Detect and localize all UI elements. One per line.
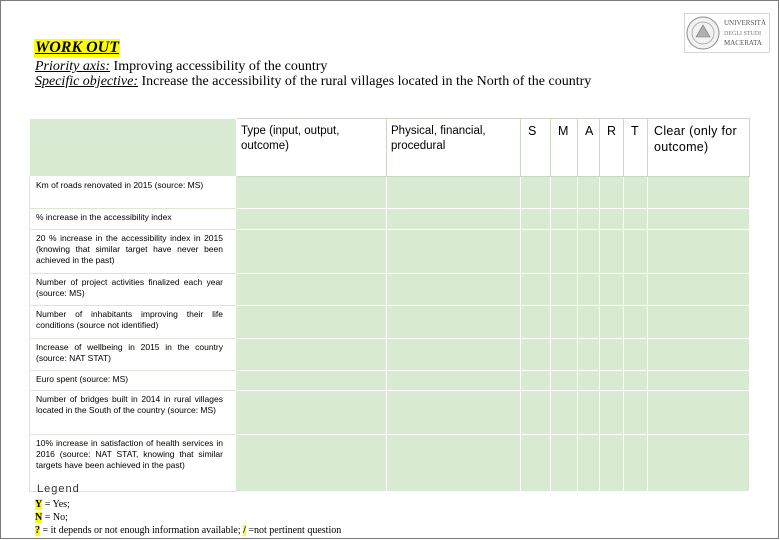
logo-line-1: UNIVERSITÀ <box>724 19 766 27</box>
specific-objective-line <box>35 74 675 89</box>
s-cell[interactable] <box>521 371 551 391</box>
table-row <box>30 230 750 274</box>
indicator-cell: Number of project activities finalized each year (source: MS) <box>30 274 237 306</box>
s-cell[interactable] <box>521 306 551 339</box>
t-cell[interactable] <box>624 177 648 209</box>
m-cell[interactable] <box>551 306 578 339</box>
clear-cell[interactable] <box>648 177 750 209</box>
r-cell[interactable] <box>600 306 624 339</box>
indicator-cell: 10% increase in satisfaction of health services in 2016 (source: NAT STAT, knowing that similar targets have been achieved in the past) <box>30 435 237 492</box>
logo-line-2: DEGLI STUDI <box>724 31 762 37</box>
a-cell[interactable] <box>578 177 600 209</box>
s-cell[interactable] <box>521 339 551 371</box>
m-cell[interactable] <box>551 435 578 492</box>
legend-no-key: N <box>35 512 43 523</box>
university-logo <box>684 13 770 53</box>
a-cell[interactable] <box>578 339 600 371</box>
table-row <box>30 371 750 391</box>
table-row <box>30 177 750 209</box>
clear-cell[interactable] <box>648 339 750 371</box>
t-cell[interactable] <box>624 391 648 435</box>
legend-slash-text: =not pertinent question <box>245 525 342 536</box>
table-row <box>30 391 750 435</box>
indicator-cell: Euro spent (source: MS) <box>30 371 237 391</box>
r-cell[interactable] <box>600 274 624 306</box>
table-row <box>30 435 750 492</box>
type-cell[interactable] <box>237 391 387 435</box>
legend-question-key: ? <box>35 525 40 536</box>
legend-yes <box>35 498 341 511</box>
m-cell[interactable] <box>551 230 578 274</box>
table-row <box>30 306 750 339</box>
nature-cell[interactable] <box>387 230 521 274</box>
m-cell[interactable] <box>551 177 578 209</box>
m-cell[interactable] <box>551 274 578 306</box>
indicator-evaluation-table <box>29 118 750 492</box>
header-a: A <box>578 119 600 177</box>
t-cell[interactable] <box>624 306 648 339</box>
t-cell[interactable] <box>624 209 648 230</box>
specific-objective-text: Increase the accessibility of the rural villages located in the North of the country <box>138 74 592 89</box>
s-cell[interactable] <box>521 209 551 230</box>
type-cell[interactable] <box>237 339 387 371</box>
indicator-cell: Number of inhabitants improving their life conditions (source not identified) <box>30 306 237 339</box>
clear-cell[interactable] <box>648 371 750 391</box>
s-cell[interactable] <box>521 435 551 492</box>
table-row <box>30 274 750 306</box>
a-cell[interactable] <box>578 435 600 492</box>
clear-cell[interactable] <box>648 435 750 492</box>
r-cell[interactable] <box>600 177 624 209</box>
table-row <box>30 339 750 371</box>
a-cell[interactable] <box>578 306 600 339</box>
nature-cell[interactable] <box>387 306 521 339</box>
s-cell[interactable] <box>521 274 551 306</box>
legend-question-text: = it depends or not enough information available; <box>40 525 244 536</box>
legend-yes-key: Y <box>35 499 43 510</box>
type-cell[interactable] <box>237 371 387 391</box>
legend-no-text: = No; <box>42 512 68 523</box>
slide-title: WORK OUT <box>35 39 120 56</box>
table-row <box>30 209 750 230</box>
header-corner-cell <box>30 119 237 177</box>
a-cell[interactable] <box>578 209 600 230</box>
s-cell[interactable] <box>521 230 551 274</box>
header-s: S <box>521 119 551 177</box>
header-type: Type (input, output, outcome) <box>237 119 387 177</box>
header-t: T <box>624 119 648 177</box>
a-cell[interactable] <box>578 274 600 306</box>
clear-cell[interactable] <box>648 209 750 230</box>
priority-axis-line <box>35 59 675 74</box>
t-cell[interactable] <box>624 339 648 371</box>
header-nature: Physical, financial, procedural <box>387 119 521 177</box>
nature-cell[interactable] <box>387 435 521 492</box>
specific-objective-label: Specific objective: <box>35 74 138 89</box>
r-cell[interactable] <box>600 230 624 274</box>
nature-cell[interactable] <box>387 177 521 209</box>
m-cell[interactable] <box>551 371 578 391</box>
t-cell[interactable] <box>624 274 648 306</box>
a-cell[interactable] <box>578 391 600 435</box>
type-cell[interactable] <box>237 177 387 209</box>
priority-axis-label: Priority axis: <box>35 59 111 74</box>
clear-cell[interactable] <box>648 274 750 306</box>
indicator-cell: 20 % increase in the accessibility index in 2015 (knowing that similar target have never been achieved in the past) <box>30 230 237 274</box>
nature-cell[interactable] <box>387 274 521 306</box>
legend-heading: Legend <box>37 483 80 495</box>
clear-cell[interactable] <box>648 230 750 274</box>
legend <box>35 498 341 537</box>
nature-cell[interactable] <box>387 371 521 391</box>
nature-cell[interactable] <box>387 209 521 230</box>
header-r: R <box>600 119 624 177</box>
indicator-cell: Km of roads renovated in 2015 (source: MS) <box>30 177 237 209</box>
r-cell[interactable] <box>600 339 624 371</box>
clear-cell[interactable] <box>648 391 750 435</box>
nature-cell[interactable] <box>387 339 521 371</box>
type-cell[interactable] <box>237 274 387 306</box>
table-header-row <box>30 119 750 177</box>
nature-cell[interactable] <box>387 391 521 435</box>
type-cell[interactable] <box>237 306 387 339</box>
r-cell[interactable] <box>600 209 624 230</box>
a-cell[interactable] <box>578 230 600 274</box>
t-cell[interactable] <box>624 371 648 391</box>
indicator-cell: Number of bridges built in 2014 in rural villages located in the South of the country (source: MS) <box>30 391 237 435</box>
t-cell[interactable] <box>624 435 648 492</box>
priority-axis-text: Improving accessibility of the country <box>110 59 328 74</box>
m-cell[interactable] <box>551 209 578 230</box>
legend-no <box>35 511 341 524</box>
clear-cell[interactable] <box>648 306 750 339</box>
legend-slash-key: / <box>243 525 246 536</box>
m-cell[interactable] <box>551 339 578 371</box>
type-cell[interactable] <box>237 230 387 274</box>
m-cell[interactable] <box>551 391 578 435</box>
a-cell[interactable] <box>578 371 600 391</box>
r-cell[interactable] <box>600 391 624 435</box>
r-cell[interactable] <box>600 435 624 492</box>
s-cell[interactable] <box>521 177 551 209</box>
legend-other <box>35 524 341 537</box>
r-cell[interactable] <box>600 371 624 391</box>
subtitle-block <box>35 59 675 89</box>
type-cell[interactable] <box>237 435 387 492</box>
t-cell[interactable] <box>624 230 648 274</box>
indicator-cell: % increase in the accessibility index <box>30 209 237 230</box>
header-clear: Clear (only for outcome) <box>648 119 750 177</box>
legend-yes-text: = Yes; <box>42 499 70 510</box>
indicator-cell: Increase of wellbeing in 2015 in the country (source: NAT STAT) <box>30 339 237 371</box>
logo-line-3: MACERATA <box>724 39 762 47</box>
type-cell[interactable] <box>237 209 387 230</box>
s-cell[interactable] <box>521 391 551 435</box>
header-m: M <box>551 119 578 177</box>
